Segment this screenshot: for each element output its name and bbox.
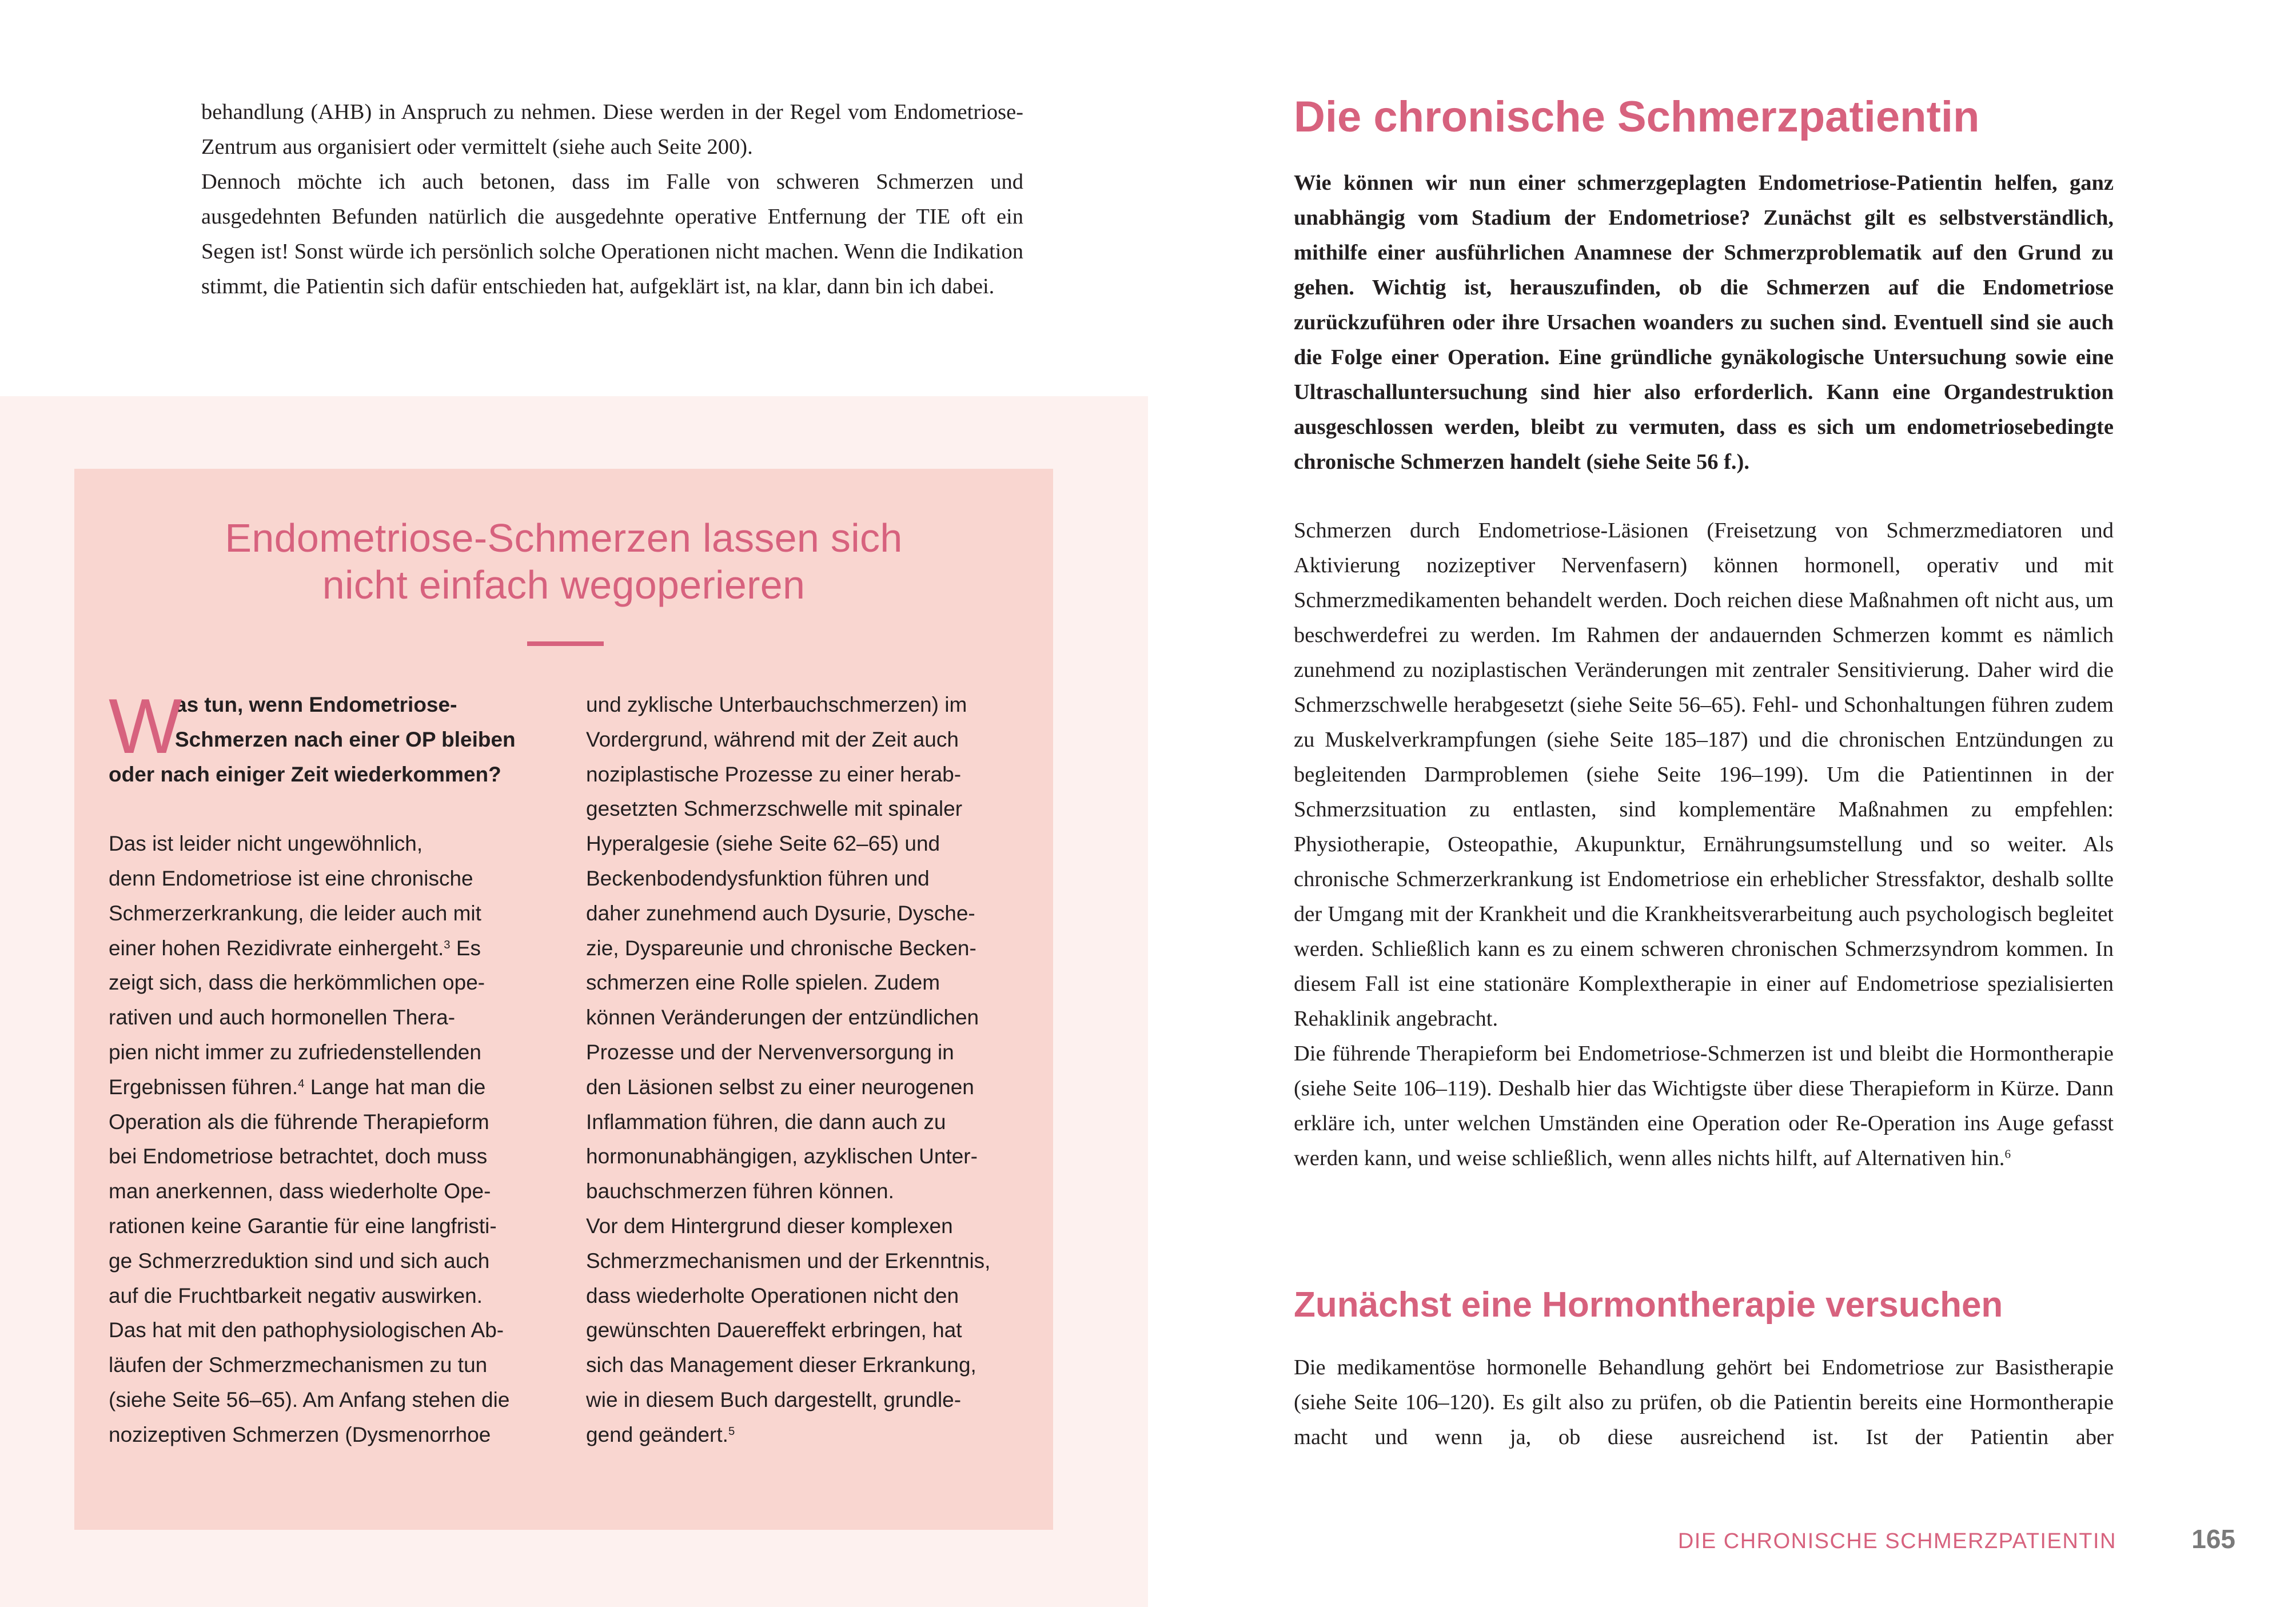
text-line: Inflammation führen, die dann auch zu — [586, 1110, 946, 1134]
page-number: 165 — [2191, 1524, 2235, 1554]
question-line: as tun, wenn Endometriose- — [175, 693, 457, 716]
paragraph — [1294, 1036, 2114, 1176]
text-line: wie in diesem Buch dargestellt, grundle- — [586, 1387, 962, 1411]
text-line — [586, 1418, 1038, 1453]
subsection-heading: Zunächst eine Hormontherapie versuchen — [1294, 1285, 2003, 1325]
question-line: Schmerzen nach einer OP bleiben — [175, 727, 516, 751]
text-line: Schmerzerkrankung, die leider auch mit — [109, 901, 481, 925]
paragraph: Dennoch möchte ich auch betonen, dass im Falle von schweren Schmerzen und ausgedehnten Befunden natürlich die ausgedehnte operative Entfernung der TIE oft ein Segen ist! Sonst würde ich persönlich solche Operationen nicht machen. Wenn die Indikation stimmt, die Patientin sich dafür entschieden hat, aufgeklärt ist, na klar, dann bin ich dabei. — [201, 170, 1023, 298]
text-fragment: Lange hat man die — [304, 1075, 486, 1099]
text-line: noziplastische Prozesse zu einer herab- — [586, 762, 962, 786]
text-line — [109, 931, 560, 966]
text-line: Prozesse und der Nervenversorgung in — [586, 1040, 954, 1064]
text-line: Operation als die führende Therapieform — [109, 1110, 489, 1134]
text-line: rationen keine Garantie für eine langfristi- — [109, 1214, 497, 1238]
text-line: können Veränderungen der entzündlichen — [586, 1006, 979, 1030]
footnote-ref-6: 6 — [2004, 1147, 2011, 1161]
text-line: bauchschmerzen führen können. — [586, 1179, 894, 1203]
left-page-continuation-text — [201, 95, 1023, 304]
section-heading: Die chronische Schmerzpatientin — [1294, 93, 1980, 141]
info-box-right-column — [586, 688, 1038, 1453]
text-fragment: gend geändert. — [586, 1422, 728, 1446]
text-line: zeigt sich, dass die herkömmlichen ope- — [109, 971, 485, 995]
text-line: und zyklische Unterbauchschmerzen) im — [586, 693, 967, 716]
drop-cap: W — [109, 683, 182, 769]
text-fragment: Ergebnissen führen. — [109, 1075, 298, 1099]
text-line: ge Schmerzreduktion sind und sich auch — [109, 1249, 490, 1273]
question-line: oder nach einiger Zeit wiederkommen? — [109, 762, 501, 786]
text-line: Hyperalgesie (siehe Seite 62–65) und — [586, 832, 940, 856]
info-box-title-line-1: Endometriose-Schmerzen lassen sich — [225, 516, 903, 560]
text-line: gewünschten Dauereffekt erbringen, hat — [586, 1318, 962, 1342]
info-box-title — [74, 515, 1053, 608]
text-line: Schmerzmechanismen und der Erkenntnis, — [586, 1249, 991, 1273]
text-line: Das hat mit den pathophysiologischen Ab- — [109, 1318, 504, 1342]
text-line: auf die Fruchtbarkeit negativ auswirken. — [109, 1283, 483, 1307]
text-line: rativen und auch hormonellen Thera- — [109, 1006, 456, 1030]
text-line: hormonunabhängigen, azyklischen Unter- — [586, 1145, 978, 1169]
text-line: pien nicht immer zu zufriedenstellenden — [109, 1040, 481, 1064]
footnote-ref-3: 3 — [444, 938, 451, 951]
text-line: daher zunehmend auch Dysurie, Dysche- — [586, 901, 975, 925]
footnote-ref-5: 5 — [728, 1425, 735, 1438]
text-fragment: Die führende Therapieform bei Endometriose-Schmerzen ist und bleibt die Hormontherapie (siehe Seite 106–119). Deshalb hier das Wichtigste über diese Therapieform in Kürze. Dann erkläre ich, unter welchen Umständen eine Operation oder Re-Operation ins Auge gefasst werden kann, und weise schließlich, wenn alles nichts hilft, auf Alternativen hin. — [1294, 1042, 2114, 1170]
title-divider-rule — [527, 641, 604, 646]
text-line: läufen der Schmerzmechanismen zu tun — [109, 1353, 488, 1377]
text-line: zie, Dyspareunie und chronische Becken- — [586, 936, 976, 960]
footnote-ref-4: 4 — [298, 1077, 305, 1090]
info-box-title-line-2: nicht einfach wegoperieren — [322, 563, 806, 607]
paragraph: behandlung (AHB) in Anspruch zu nehmen. Diese werden in der Regel vom Endometriose-Zentrum aus organisiert oder vermittelt (siehe auch Seite 200). — [201, 100, 1023, 159]
text-line: Vor dem Hintergrund dieser komplexen — [586, 1214, 953, 1238]
text-line: (siehe Seite 56–65). Am Anfang stehen die — [109, 1387, 510, 1411]
running-footer: DIE CHRONISCHE SCHMERZPATIENTIN — [1677, 1529, 2116, 1553]
paragraph: Schmerzen durch Endometriose-Läsionen (Freisetzung von Schmerzmediatoren und Aktivierung nozizeptiver Nervenfasern) können hormonell, operativ und mit Schmerzmedikamenten behandelt werden. Doch reichen diese Maßnahmen oft nicht aus, um beschwerdefrei zu werden. Im Rahmen der andauernden Schmerzen kommt es nämlich zunehmend zu noziplastischen Veränderungen mit zentraler Sensitivierung. Daher wird die Schmerzschwelle herabgesetzt (siehe Seite 56–65). Fehl- und Schonhaltungen führen zudem zu Muskelverkrampfungen (siehe Seite 185–187) und die chronischen Entzündungen zu begleitenden Darmproblemen (siehe Seite 196–199). Um die Patientinnen in der Schmerzsituation zu entlasten, sind komplementäre Maßnahmen zu empfehlen: Physiotherapie, Osteopathie, Akupunktur, Ernährungsumstellung und so weiter. Als chronische Schmerzerkrankung ist Endometriose ein erheblicher Stressfaktor, deshalb sollte der Umgang mit der Krankheit und die Krankheitsverarbeitung auch psychologisch begleitet werden. Schließlich kann es zu einem schweren chronischen Schmerzsyndrom kommen. In diesem Fall ist eine stationäre Komplextherapie in einer auf Endometriose spezialisierten Rehaklinik angebracht. — [1294, 519, 2114, 1031]
text-line: bei Endometriose betrachtet, doch muss — [109, 1145, 488, 1169]
text-line: denn Endometriose ist eine chronische — [109, 866, 473, 890]
text-fragment: einer hohen Rezidivrate einhergeht. — [109, 936, 444, 960]
text-line: Beckenbodendysfunktion führen und — [586, 866, 930, 890]
intro-paragraph: Wie können wir nun einer schmerzgeplagten Endometriose-Patientin helfen, ganz unabhängig vom Stadium der Endometriose? Zunächst gilt es selbstverständlich, mithilfe einer ausführlichen Anamnese der Schmerzproblematik auf den Grund zu gehen. Wichtig ist, herauszufinden, ob die Schmerzen auf die Endometriose zurückzuführen oder ihre Ursachen woanders zu suchen sind. Eventuell sind sie auch die Folge einer Operation. Eine gründliche gynäkologische Untersuchung sowie eine Ultraschalluntersuchung sind hier also erforderlich. Kann eine Organdestruktion ausgeschlossen werden, bleibt zu vermuten, dass es sich um endometriosebedingte chronische Schmerzen handelt (siehe Seite 56 f.). — [1294, 171, 2114, 474]
text-line: sich das Management dieser Erkrankung, — [586, 1353, 976, 1377]
text-line — [109, 1070, 560, 1105]
body-text — [1294, 513, 2114, 1176]
text-line: nozizeptiven Schmerzen (Dysmenorrhoe — [109, 1422, 491, 1446]
text-fragment: Es — [450, 936, 481, 960]
text-line: den Läsionen selbst zu einer neurogenen — [586, 1075, 974, 1099]
text-line: Das ist leider nicht ungewöhnlich, — [109, 832, 423, 856]
text-line: man anerkennen, dass wiederholte Ope- — [109, 1179, 491, 1203]
text-line: Vordergrund, während mit der Zeit auch — [586, 727, 959, 751]
text-line: dass wiederholte Operationen nicht den — [586, 1283, 959, 1307]
paragraph: Die medikamentöse hormonelle Behandlung gehört bei Endometriose zur Basistherapie (siehe Seite 106–120). Es gilt also zu prüfen, ob die Patientin bereits eine Hormontherapie macht und wenn ja, ob diese ausreichend ist. Ist der Patientin aber — [1294, 1355, 2114, 1449]
text-line: gesetzten Schmerzschwelle mit spinaler — [586, 797, 963, 821]
text-line: schmerzen eine Rolle spielen. Zudem — [586, 971, 940, 995]
info-box-left-column — [109, 683, 560, 1453]
